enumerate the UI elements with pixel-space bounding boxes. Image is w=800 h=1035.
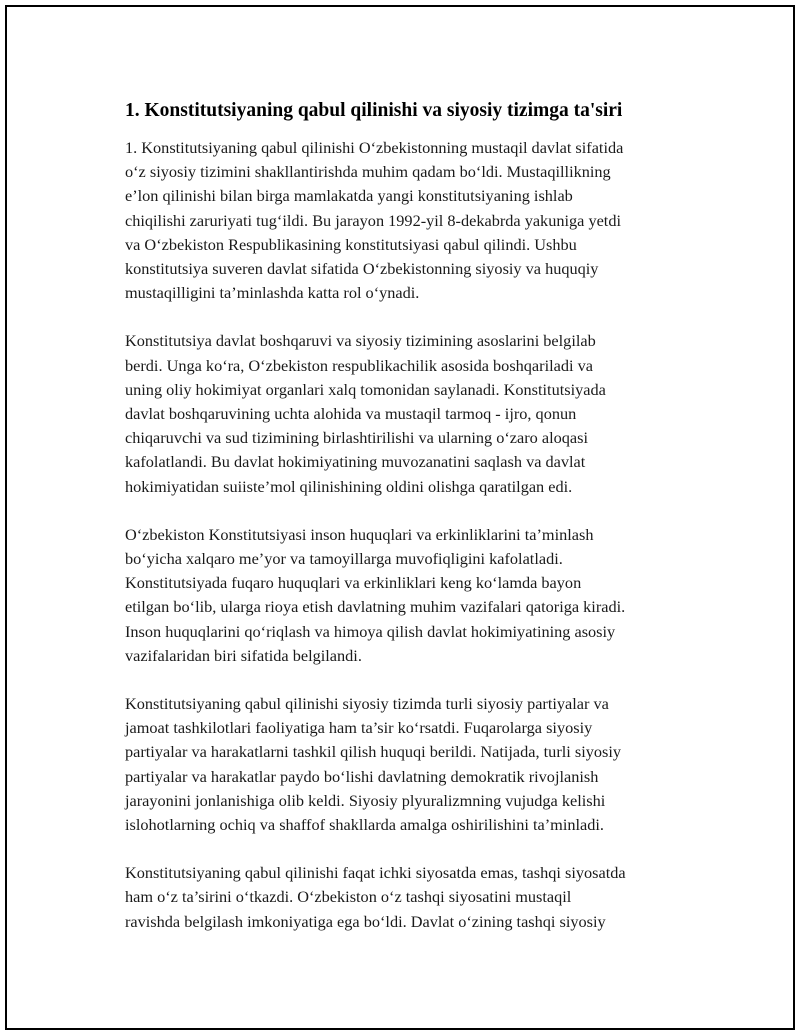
text-line: davlat boshqaruvining uchta alohida va mustaqil tarmoq - ijro, qonun bbox=[125, 404, 577, 424]
text-line: partiyalar va harakatlarni tashkil qilish huquqi berildi. Natijada, turli siyosiy bbox=[125, 742, 622, 762]
text-line: bo‘yicha xalqaro me’yor va tamoyillarga muvofiqligini kafolatladi. bbox=[125, 549, 563, 569]
page-frame bbox=[5, 5, 795, 1030]
document-title: 1. Konstitutsiyaning qabul qilinishi va siyosiy tizimga ta'siri bbox=[125, 100, 623, 121]
text-line: 1. Konstitutsiyaning qabul qilinishi O‘zbekistonning mustaqil davlat sifatida bbox=[125, 138, 624, 157]
text-line: Konstitutsiya davlat boshqaruvi va siyosiy tizimining asoslarini belgilab bbox=[125, 331, 596, 351]
text-line: partiyalar va harakatlar paydo bo‘lishi davlatning demokratik rivojlanish bbox=[125, 766, 599, 786]
text-line: O‘zbekiston Konstitutsiyasi inson huquqlari va erkinliklarini ta’minlash bbox=[125, 524, 594, 544]
text-line: uning oliy hokimiyat organlari xalq tomonidan saylanadi. Konstitutsiyada bbox=[125, 379, 606, 399]
paragraph-3 bbox=[125, 523, 700, 668]
paragraph-4 bbox=[125, 692, 700, 837]
text-line: berdi. Unga ko‘ra, O‘zbekiston respublikachilik asosida boshqariladi va bbox=[125, 355, 593, 375]
text-line: mustaqilligini ta’minlashda katta rol o‘ynadi. bbox=[125, 283, 420, 303]
text-line: va O‘zbekiston Respublikasining konstitutsiyasi qabul qilindi. Ushbu bbox=[125, 234, 577, 254]
text-line: etilgan bo‘lib, ularga rioya etish davlatning muhim vazifalari qatoriga kiradi. bbox=[125, 597, 626, 617]
text-line: Inson huquqlarini qo‘riqlash va himoya qilish davlat hokimiyatining asosiy bbox=[125, 621, 616, 641]
text-line: chiqaruvchi va sud tizimining birlashtirilishi va ularning o‘zaro aloqasi bbox=[125, 428, 588, 448]
text-line: kafolatlandi. Bu davlat hokimiyatining muvozanatini saqlash va davlat bbox=[125, 452, 586, 472]
text-line: islohotlarning ochiq va shaffof shakllarda amalga oshirilishini ta’minladi. bbox=[125, 815, 604, 835]
text-line: Konstitutsiyada fuqaro huquqlari va erkinliklari keng ko‘lamda bayon bbox=[125, 573, 582, 593]
text-line: o‘z siyosiy tizimini shakllantirishda muhim qadam bo‘ldi. Mustaqillikning bbox=[125, 162, 611, 182]
text-line: Konstitutsiyaning qabul qilinishi faqat ichki siyosatda emas, tashqi siyosatda bbox=[125, 863, 626, 883]
paragraph-1 bbox=[125, 136, 700, 305]
document-body bbox=[125, 97, 700, 958]
text-line: jarayonini jonlanishiga olib keldi. Siyosiy plyuralizmning vujudga kelishi bbox=[125, 790, 606, 810]
paragraph-5 bbox=[125, 861, 700, 934]
text-line: e’lon qilinishi bilan birga mamlakatda yangi konstitutsiyaning ishlab bbox=[125, 186, 573, 206]
text-line: ravishda belgilash imkoniyatiga ega bo‘ldi. Davlat o‘zining tashqi siyosiy bbox=[125, 911, 606, 931]
text-line: chiqilishi zaruriyati tug‘ildi. Bu jarayon 1992-yil 8-dekabrda yakuniga yetdi bbox=[125, 210, 621, 230]
text-line: konstitutsiya suveren davlat sifatida O‘zbekistonning siyosiy va huquqiy bbox=[125, 259, 599, 279]
text-line: vazifalaridan biri sifatida belgilandi. bbox=[125, 645, 362, 665]
paragraph-2 bbox=[125, 329, 700, 498]
text-line: hokimiyatidan suiiste’mol qilinishining oldini olishga qaratilgan edi. bbox=[125, 476, 573, 496]
text-line: jamoat tashkilotlari faoliyatiga ham ta’sir ko‘rsatdi. Fuqarolarga siyosiy bbox=[125, 718, 593, 738]
text-line: ham o‘z ta’sirini o‘tkazdi. O‘zbekiston o‘z tashqi siyosatini mustaqil bbox=[125, 887, 572, 907]
text-line: Konstitutsiyaning qabul qilinishi siyosiy tizimda turli siyosiy partiyalar va bbox=[125, 694, 609, 714]
